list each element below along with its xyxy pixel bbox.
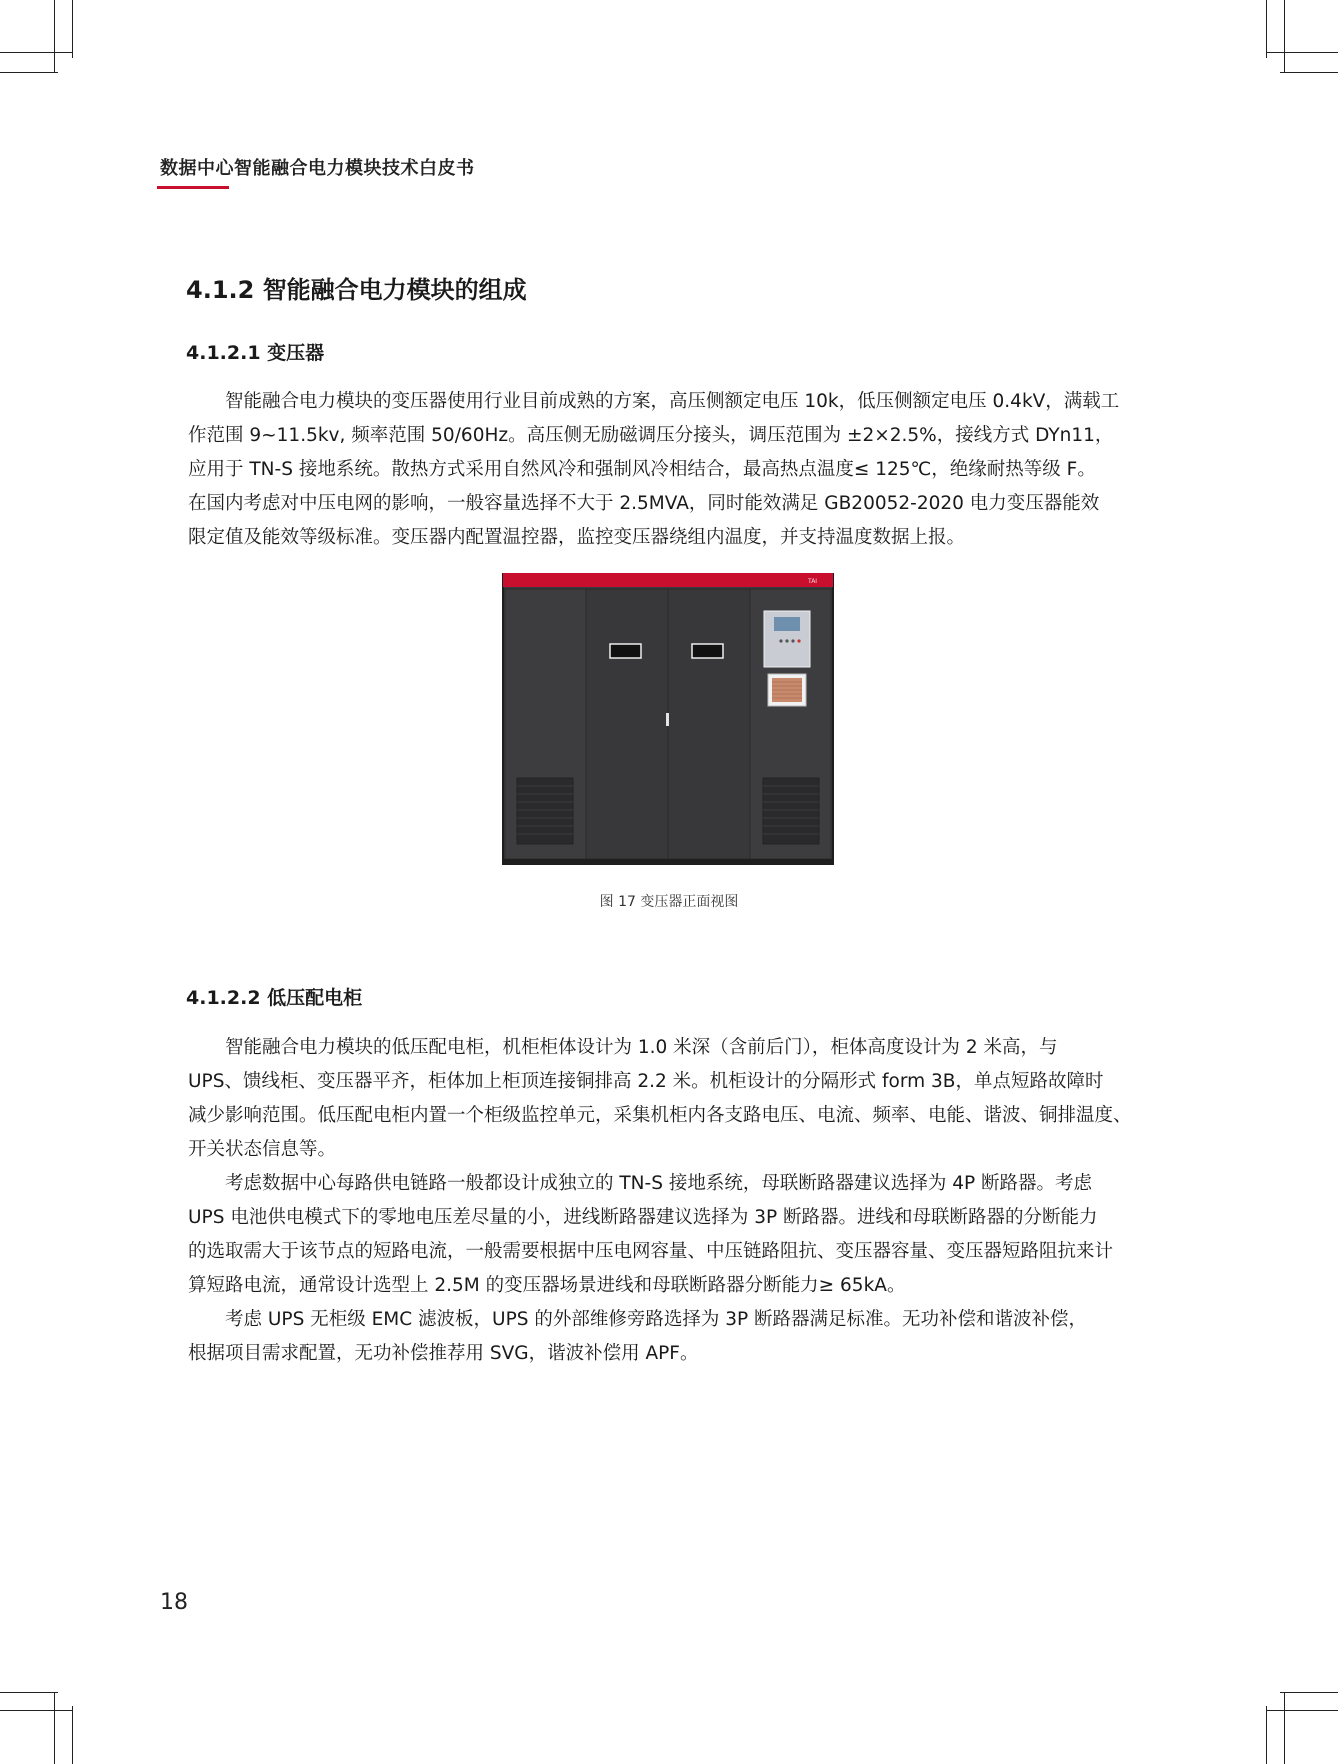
running-header-title: 数据中心智能融合电力模块技术白皮书 (160, 158, 475, 179)
paragraph-line: 考虑 UPS 无柜级 EMC 滤波板，UPS 的外部维修旁路选择为 3P 断路器满足标准。无功补偿和谐波补偿， (225, 1309, 1088, 1330)
figure-caption: 图 17 变压器正面视图 (599, 894, 739, 910)
crop-mark-bottom-left-h2 (0, 1710, 72, 1711)
lv-cabinet-paragraph-1 (188, 1031, 1148, 1167)
paragraph-line: 限定值及能效等级标准。变压器内配置温控器，监控变压器绕组内温度，并支持温度数据上报。 (188, 527, 966, 548)
paragraph-line: 算短路电流，通常设计选型上 2.5M 的变压器场景进线和母联断路器分断能力≥ 65kA。 (188, 1275, 906, 1296)
controller-display (774, 617, 800, 631)
crop-mark-top-left-v2 (72, 0, 73, 58)
paragraph-line: 开关状态信息等。 (188, 1139, 337, 1160)
lv-cabinet-paragraph-3 (188, 1303, 1148, 1371)
paragraph-line: 智能融合电力模块的变压器使用行业目前成熟的方案，高压侧额定电压 10k，低压侧额定电压 0.4kV，满载工 (225, 391, 1120, 412)
viewing-window-right (692, 644, 723, 658)
header-accent-underline (157, 186, 229, 189)
controller-button (779, 639, 782, 642)
paragraph-line: 减少影响范围。低压配电柜内置一个柜级监控单元，采集机柜内各支路电压、电流、频率、电能、谐波、铜排温度、 (188, 1105, 1132, 1126)
cabinet-panel-middle-right (668, 589, 750, 859)
crop-mark-top-left-h (0, 52, 72, 53)
cabinet-base (502, 859, 834, 865)
crop-mark-top-left-v (54, 0, 55, 72)
paragraph-line: UPS 电池供电模式下的零地电压差尽量的小，进线断路器建议选择为 3P 断路器。进线和母联断路器的分断能力 (188, 1207, 1098, 1228)
crop-mark-bottom-left-v2 (72, 1706, 73, 1764)
transformer-heading: 4.1.2.1 变压器 (186, 342, 325, 364)
section-heading: 4.1.2 智能融合电力模块的组成 (186, 276, 527, 304)
crop-mark-bottom-right-h (1280, 1692, 1338, 1693)
cabinet-top-label: TAI (808, 578, 818, 585)
page-number: 18 (160, 1590, 188, 1615)
crop-mark-bottom-right-h2 (1266, 1710, 1338, 1711)
transformer-paragraph (188, 385, 1148, 555)
crop-mark-bottom-right-v2 (1266, 1706, 1267, 1764)
crop-mark-top-right-v (1284, 0, 1285, 72)
viewing-window-left (610, 644, 641, 658)
paragraph-line: 在国内考虑对中压电网的影响，一般容量选择不大于 2.5MVA，同时能效满足 GB20052-2020 电力变压器能效 (188, 493, 1100, 514)
crop-mark-top-right-h (1266, 52, 1338, 53)
crop-mark-top-right-v2 (1266, 0, 1267, 58)
paragraph-line: 应用于 TN-S 接地系统。散热方式采用自然风冷和强制风冷相结合，最高热点温度≤ 125℃，绝缘耐热等级 F。 (188, 459, 1096, 480)
crop-mark-bottom-right-v (1284, 1692, 1285, 1764)
controller-indicator (797, 639, 800, 642)
crop-mark-top-right-h2 (1280, 72, 1338, 73)
controller-button (785, 639, 788, 642)
transformer-front-view-figure (502, 573, 834, 867)
paragraph-line: UPS、馈线柜、变压器平齐，柜体加上柜顶连接铜排高 2.2 米。机柜设计的分隔形式 form 3B，单点短路故障时 (188, 1071, 1104, 1092)
lv-cabinet-heading: 4.1.2.2 低压配电柜 (186, 987, 363, 1009)
controller-button (791, 639, 794, 642)
paragraph-line: 智能融合电力模块的低压配电柜，机柜柜体设计为 1.0 米深（含前后门），柜体高度设计为 2 米高，与 (225, 1037, 1058, 1058)
cabinet-top-strip (503, 573, 833, 587)
paragraph-line: 根据项目需求配置，无功补偿推荐用 SVG，谐波补偿用 APF。 (188, 1343, 699, 1364)
lv-cabinet-paragraph-2 (188, 1167, 1148, 1303)
paragraph-line: 的选取需大于该节点的短路电流，一般需要根据中压电网容量、中压链路阻抗、变压器容量、变压器短路阻抗来计 (188, 1241, 1114, 1262)
paragraph-line: 考虑数据中心每路供电链路一般都设计成独立的 TN-S 接地系统，母联断路器建议选择为 4P 断路器。考虑 (225, 1173, 1093, 1194)
door-handle (666, 713, 669, 726)
crop-mark-bottom-left-h (0, 1692, 58, 1693)
crop-mark-bottom-left-v (54, 1692, 55, 1764)
cabinet-panel-middle-left (586, 589, 668, 859)
crop-mark-top-left-h2 (0, 72, 58, 73)
paragraph-line: 作范围 9~11.5kv, 频率范围 50/60Hz。高压侧无励磁调压分接头，调压范围为 ±2×2.5%，接线方式 DYn11， (188, 425, 1114, 446)
